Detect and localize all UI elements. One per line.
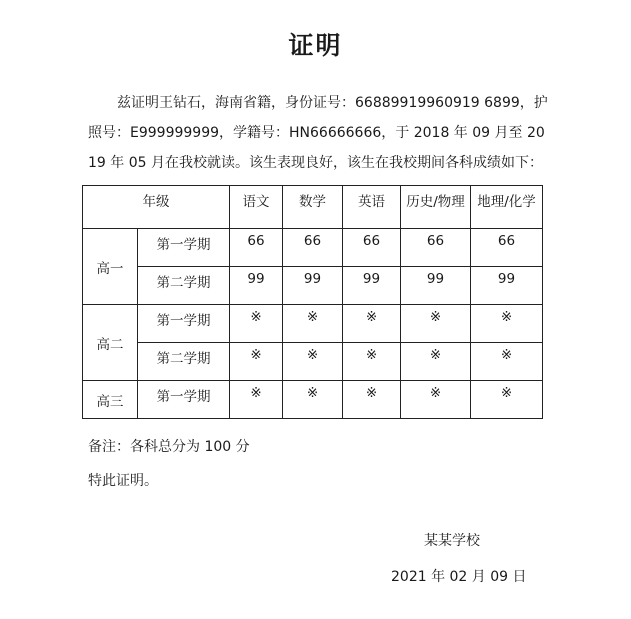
term-cell: 第一学期 <box>138 229 230 267</box>
note-text: 备注：各科总分为 100 分 <box>88 439 250 455</box>
score-cell: 66 <box>401 229 471 267</box>
term-cell: 第二学期 <box>138 267 230 305</box>
score-cell: 99 <box>401 267 471 305</box>
header-subject: 历史/物理 <box>401 186 471 229</box>
header-subject: 英语 <box>343 186 401 229</box>
header-subject: 语文 <box>230 186 283 229</box>
grades-table <box>82 185 543 419</box>
document-title: 证明 <box>288 31 343 60</box>
score-cell: ※ <box>401 343 471 381</box>
score-cell: ※ <box>401 381 471 419</box>
score-cell: ※ <box>471 343 543 381</box>
score-cell: ※ <box>283 381 343 419</box>
school-name: 某某学校 <box>424 533 480 549</box>
score-cell: ※ <box>230 305 283 343</box>
score-cell: 99 <box>283 267 343 305</box>
score-cell: 99 <box>471 267 543 305</box>
term-cell: 第二学期 <box>138 343 230 381</box>
score-cell: ※ <box>471 305 543 343</box>
score-cell: 66 <box>283 229 343 267</box>
score-cell: ※ <box>343 381 401 419</box>
header-subject: 地理/化学 <box>471 186 543 229</box>
closing-text: 特此证明。 <box>88 473 158 489</box>
score-cell: ※ <box>230 343 283 381</box>
score-cell: 66 <box>230 229 283 267</box>
issue-date: 2021 年 02 月 09 日 <box>391 569 527 585</box>
certificate-body: 兹证明王钻石，海南省籍，身份证号：66889919960919 6899，护照号：E999999999，学籍号：HN66666666，于 2018 年 09 月至 2019 年 05 月在我校就读。该生表现良好，该生在我校期间各科成绩如下： <box>88 95 548 171</box>
score-cell: ※ <box>471 381 543 419</box>
score-cell: ※ <box>283 343 343 381</box>
table-row <box>83 305 543 343</box>
score-cell: 66 <box>343 229 401 267</box>
table-row <box>83 381 543 419</box>
score-cell: ※ <box>283 305 343 343</box>
table-header-row <box>83 186 543 229</box>
year-cell: 高二 <box>83 305 138 381</box>
score-cell: 66 <box>471 229 543 267</box>
term-cell: 第一学期 <box>138 305 230 343</box>
score-cell: ※ <box>401 305 471 343</box>
table-row <box>83 229 543 267</box>
table-row <box>83 267 543 305</box>
score-cell: 99 <box>343 267 401 305</box>
term-cell: 第一学期 <box>138 381 230 419</box>
table-row <box>83 343 543 381</box>
year-cell: 高一 <box>83 229 138 305</box>
score-cell: 99 <box>230 267 283 305</box>
year-cell: 高三 <box>83 381 138 419</box>
header-grade: 年级 <box>83 186 230 229</box>
score-cell: ※ <box>343 343 401 381</box>
score-cell: ※ <box>343 305 401 343</box>
score-cell: ※ <box>230 381 283 419</box>
header-subject: 数学 <box>283 186 343 229</box>
